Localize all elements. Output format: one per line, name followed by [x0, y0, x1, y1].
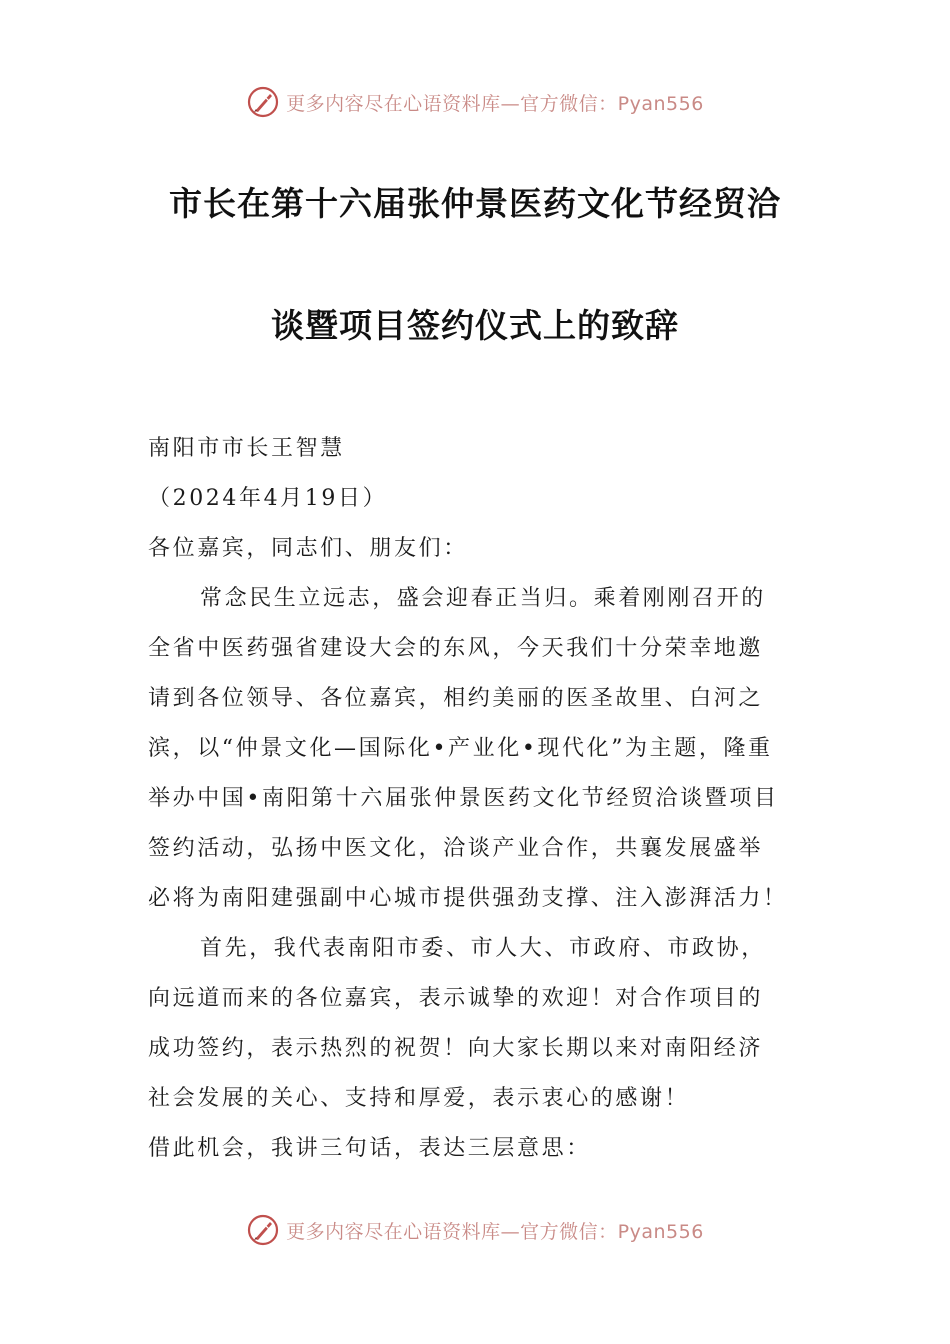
watermark-text: 更多内容尽在心语资料库—官方微信：Pyan556	[286, 1220, 704, 1243]
paragraph-2-line: 社会发展的关心、支持和厚爱，表示衷心的感谢！	[148, 1086, 690, 1111]
watermark-footer	[0, 1210, 950, 1250]
quill-logo-icon	[246, 1213, 280, 1247]
paragraph-1-line: 常念民生立远志，盛会迎春正当归。乘着刚刚召开的	[200, 586, 766, 611]
paragraph-2-line: 首先，我代表南阳市委、市人大、市政府、市政协，	[200, 936, 766, 961]
date-line: （2024年4月19日）	[148, 486, 388, 511]
watermark-text: 更多内容尽在心语资料库—官方微信：Pyan556	[286, 92, 704, 115]
paragraph-1-line: 滨，以“仲景文化—国际化•产业化•现代化”为主题，隆重	[148, 736, 773, 761]
quill-logo-icon	[246, 85, 280, 119]
watermark-header	[0, 82, 950, 122]
paragraph-3-line: 借此机会，我讲三句话，表达三层意思：	[148, 1136, 591, 1161]
document-title-line-1: 市长在第十六届张仲景医药文化节经贸洽	[169, 184, 781, 223]
author-line: 南阳市市长王智慧	[148, 436, 345, 461]
document-title-line-2: 谈暨项目签约仪式上的致辞	[271, 306, 679, 345]
paragraph-1-line: 请到各位领导、各位嘉宾，相约美丽的医圣故里、白河之	[148, 686, 764, 711]
document-body	[148, 424, 808, 1174]
paragraph-1-line: 全省中医药强省建设大会的东风，今天我们十分荣幸地邀	[148, 636, 764, 661]
paragraph-2-line: 向远道而来的各位嘉宾，表示诚挚的欢迎！对合作项目的	[148, 986, 764, 1011]
paragraph-1-line: 举办中国•南阳第十六届张仲景医药文化节经贸洽谈暨项目	[148, 786, 779, 811]
paragraph-1-line: 签约活动，弘扬中医文化，洽谈产业合作，共襄发展盛举	[148, 836, 764, 861]
paragraph-2-line: 成功签约，表示热烈的祝贺！向大家长期以来对南阳经济	[148, 1036, 764, 1061]
salutation-line: 各位嘉宾，同志们、朋友们：	[148, 536, 468, 561]
paragraph-1-line: 必将为南阳建强副中心城市提供强劲支撑、注入澎湃活力！	[148, 886, 788, 911]
